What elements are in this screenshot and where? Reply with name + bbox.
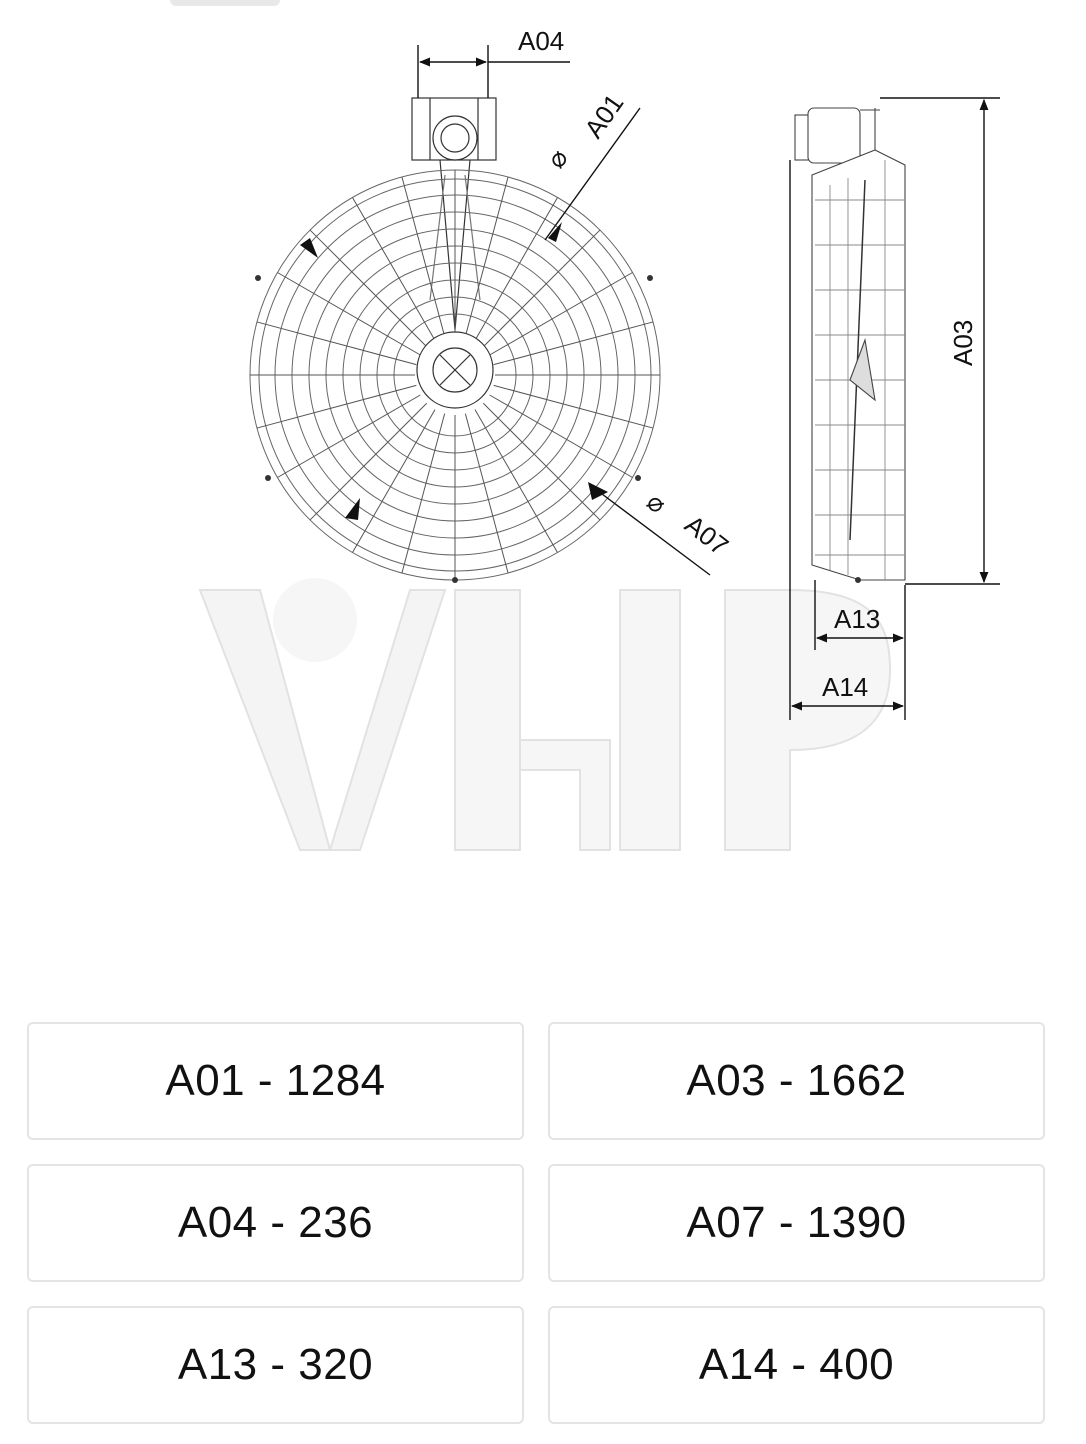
- dimension-cell-a13: [27, 1306, 524, 1424]
- front-view: [250, 98, 660, 583]
- dimension-value-a14: A14 - 400: [698, 1340, 895, 1389]
- watermark-logo: [200, 578, 890, 850]
- dimension-value-a04: A04 - 236: [177, 1198, 374, 1247]
- dimension-cell-a04: [27, 1164, 524, 1282]
- a07-diameter-symbol: ⌀: [641, 486, 673, 520]
- dimension-cell-a03: [548, 1022, 1045, 1140]
- guard-spoke: [353, 410, 436, 553]
- guard-spoke: [483, 230, 600, 347]
- guard-spoke: [483, 403, 600, 520]
- guard-spoke: [475, 410, 558, 553]
- guard-spoke: [277, 273, 420, 356]
- guard-spoke: [490, 273, 633, 356]
- dimension-table: [27, 1022, 1045, 1424]
- dimension-value-a01: A01 - 1284: [165, 1056, 386, 1105]
- a01-diameter-symbol: ⌀: [540, 143, 574, 174]
- guard-spoke: [475, 197, 558, 340]
- dimension-cell-a07: [548, 1164, 1045, 1282]
- a03-label: A03: [948, 319, 978, 366]
- dimension-value-a07: A07 - 1390: [686, 1198, 907, 1247]
- dimension-value-a13: A13 - 320: [177, 1340, 374, 1389]
- a14-label: A14: [822, 672, 869, 702]
- dimension-cell-a14: [548, 1306, 1045, 1424]
- guard-spoke: [353, 197, 436, 340]
- a01-label: A01: [578, 88, 630, 144]
- a07-label: A07: [679, 509, 735, 562]
- guard-spoke: [277, 395, 420, 478]
- guard-spoke: [310, 403, 427, 520]
- dimension-value-a03: A03 - 1662: [686, 1056, 907, 1105]
- dimension-cell-a01: [27, 1022, 524, 1140]
- a13-label: A13: [834, 604, 881, 634]
- guard-spoke: [490, 395, 633, 478]
- guard-spoke: [310, 230, 427, 347]
- side-view: [795, 108, 905, 583]
- a04-label: A04: [518, 26, 565, 56]
